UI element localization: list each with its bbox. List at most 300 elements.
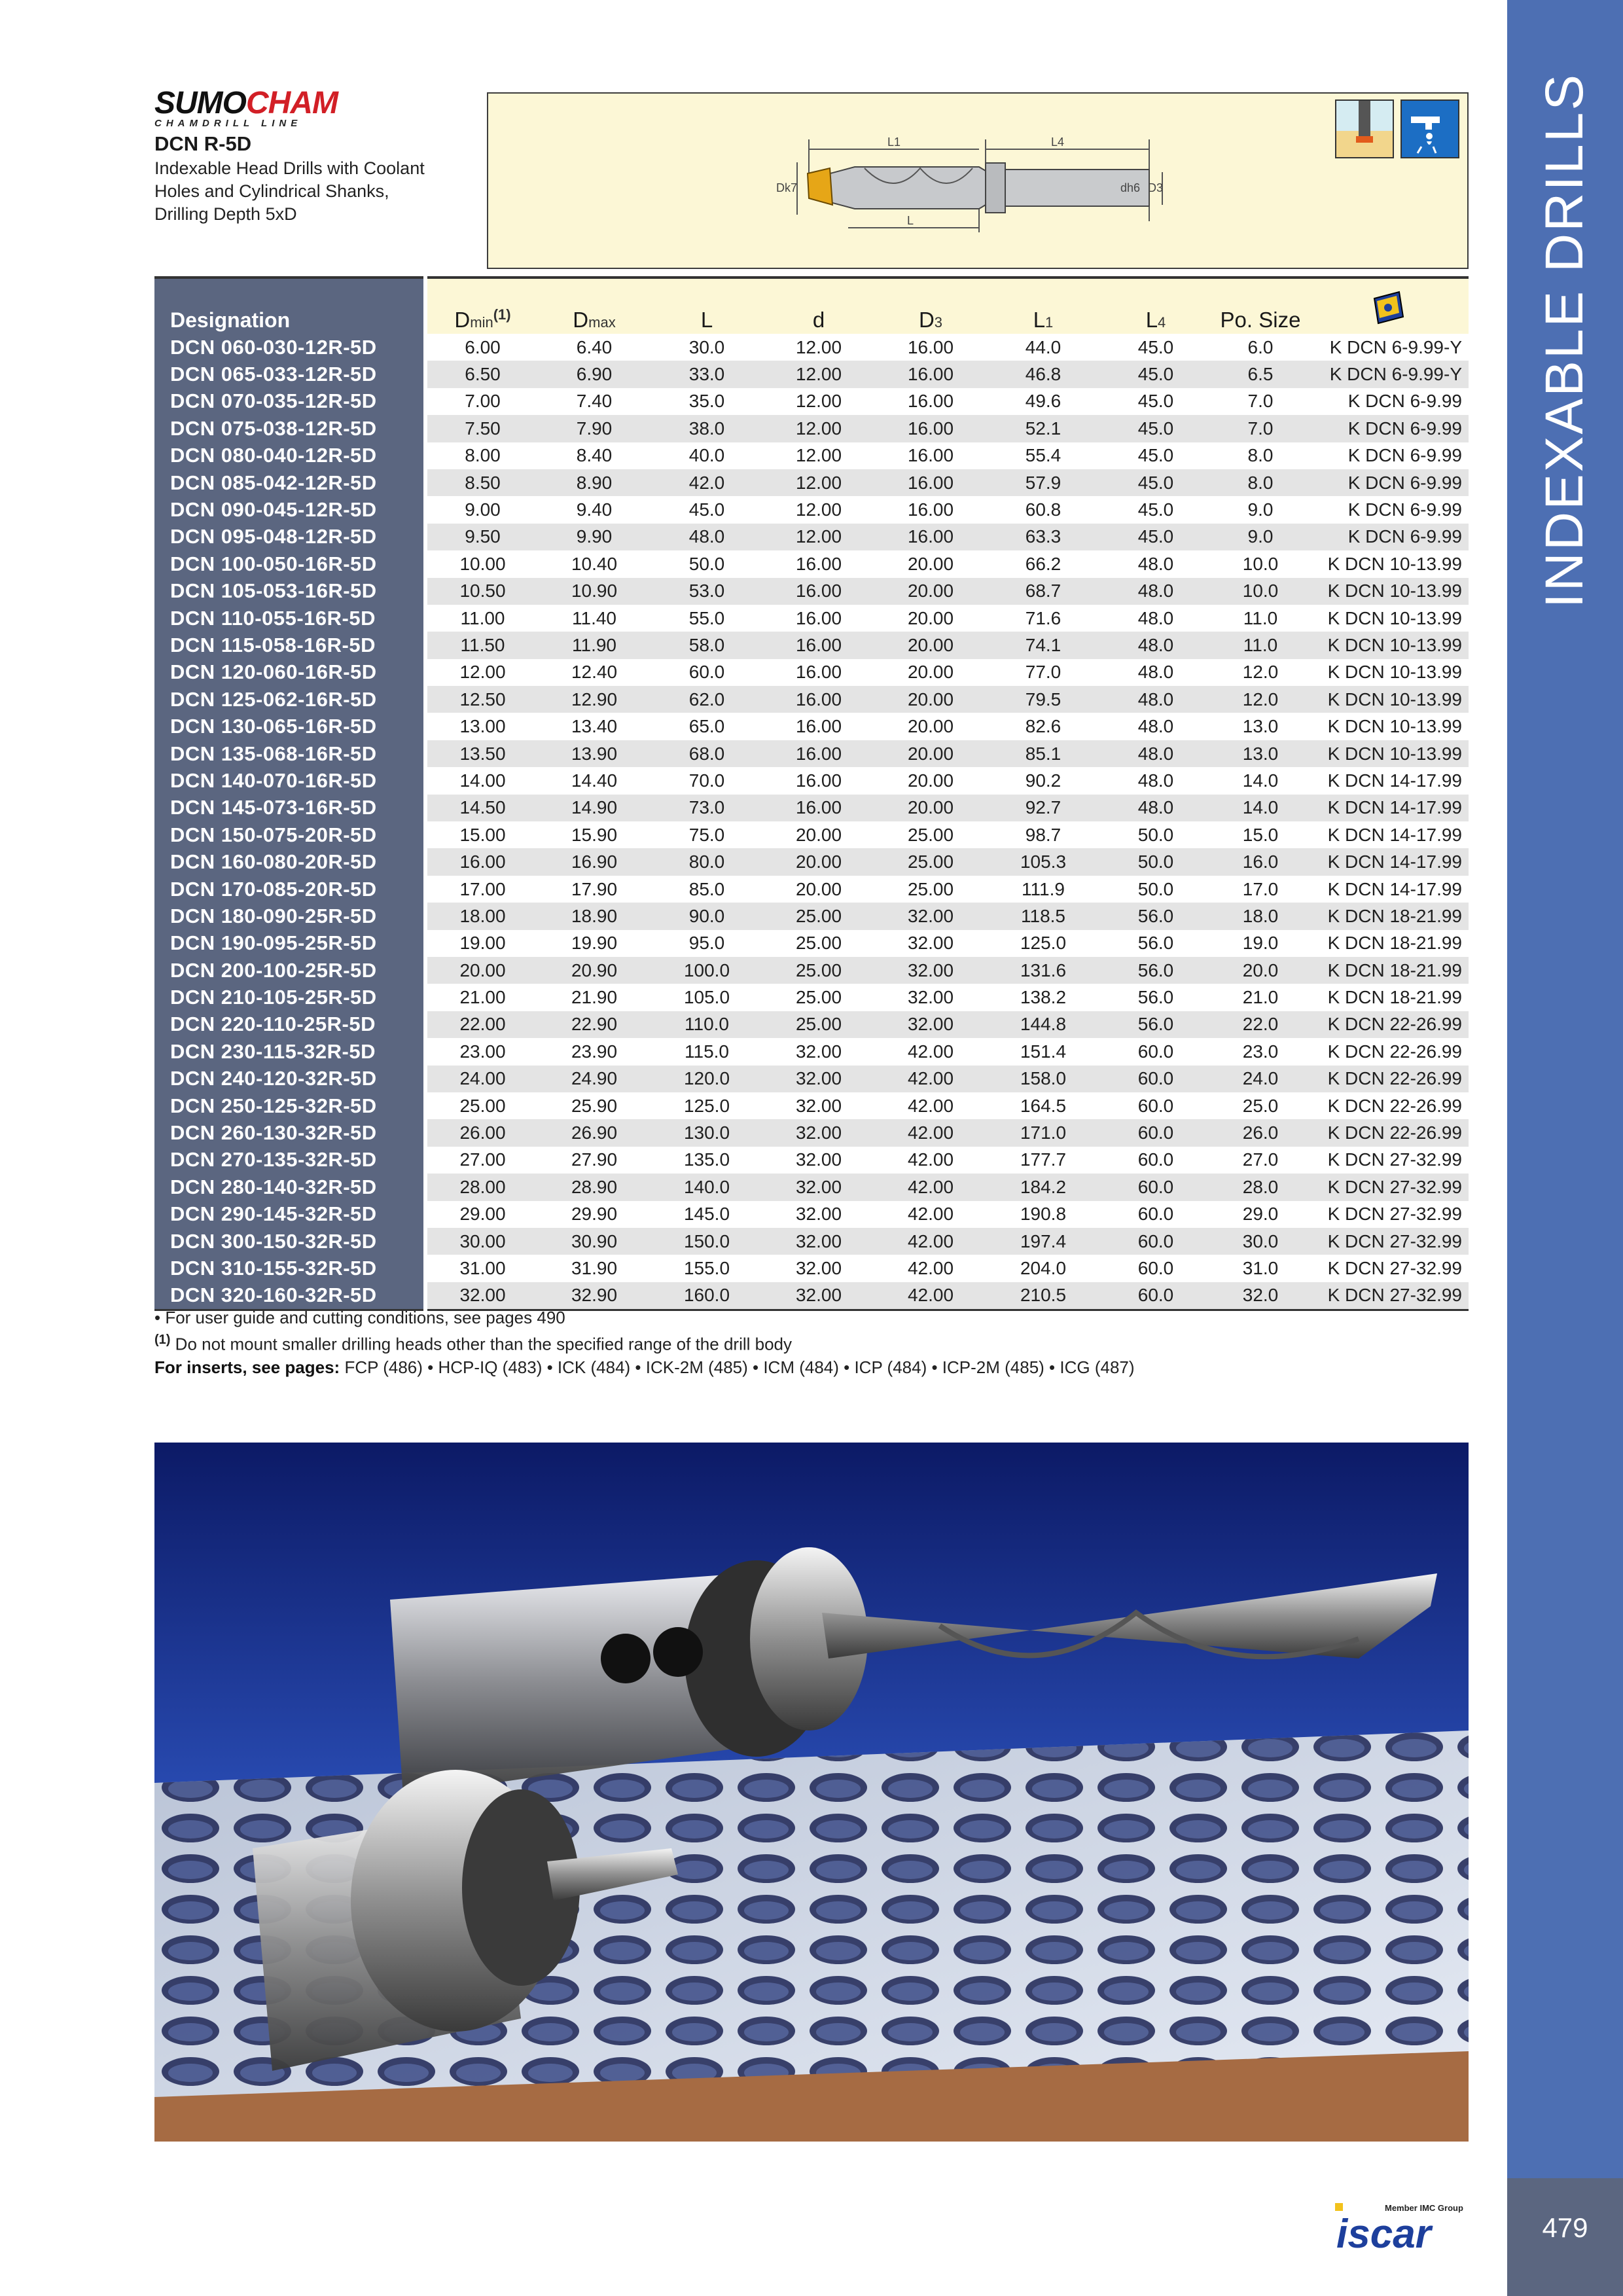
cell-designation: DCN 125-062-16R-5D	[154, 686, 425, 713]
cell-dmin: 26.00	[425, 1119, 538, 1146]
drill-drawing	[488, 94, 1467, 268]
col-designation: Designation	[154, 278, 425, 334]
cell-dmax: 11.40	[538, 605, 651, 632]
table-row	[154, 767, 1469, 794]
cell-po-size: 21.0	[1212, 984, 1309, 1011]
cell-l4: 60.0	[1099, 1228, 1212, 1255]
cell-po-size: 31.0	[1212, 1255, 1309, 1282]
cell-l: 120.0	[651, 1066, 763, 1092]
cell-l: 73.0	[651, 795, 763, 821]
cell-dmin: 15.00	[425, 821, 538, 848]
cell-d3: 16.00	[874, 469, 987, 496]
cell-dmin: 12.00	[425, 659, 538, 686]
cell-l1: 55.4	[987, 442, 1099, 469]
cell-dmax: 32.90	[538, 1282, 651, 1310]
cell-d3: 25.00	[874, 821, 987, 848]
cell-l1: 184.2	[987, 1174, 1099, 1200]
cell-dmin: 10.00	[425, 550, 538, 577]
cell-l1: 197.4	[987, 1228, 1099, 1255]
cell-d: 12.00	[763, 388, 874, 415]
table-row	[154, 957, 1469, 984]
cell-l: 95.0	[651, 930, 763, 957]
cell-po-size: 11.0	[1212, 605, 1309, 632]
table-row	[154, 1038, 1469, 1065]
cell-insert: K DCN 6-9.99	[1309, 388, 1469, 415]
table-row	[154, 930, 1469, 957]
cell-dmin: 9.50	[425, 524, 538, 550]
cell-d3: 20.00	[874, 550, 987, 577]
cell-po-size: 20.0	[1212, 957, 1309, 984]
cell-d3: 16.00	[874, 415, 987, 442]
cell-po-size: 8.0	[1212, 469, 1309, 496]
cell-l: 135.0	[651, 1147, 763, 1174]
cell-insert: K DCN 18-21.99	[1309, 957, 1469, 984]
cell-l4: 48.0	[1099, 686, 1212, 713]
cell-insert: K DCN 6-9.99	[1309, 469, 1469, 496]
table-row	[154, 524, 1469, 550]
cell-d3: 20.00	[874, 740, 987, 767]
cell-d: 32.00	[763, 1255, 874, 1282]
cell-po-size: 10.0	[1212, 550, 1309, 577]
cell-d3: 20.00	[874, 686, 987, 713]
table-row	[154, 550, 1469, 577]
cell-insert: K DCN 27-32.99	[1309, 1201, 1469, 1228]
cell-po-size: 9.0	[1212, 496, 1309, 523]
cell-insert: K DCN 10-13.99	[1309, 605, 1469, 632]
cell-l: 155.0	[651, 1255, 763, 1282]
cell-l: 110.0	[651, 1011, 763, 1038]
cell-l: 40.0	[651, 442, 763, 469]
cell-l: 48.0	[651, 524, 763, 550]
cell-l1: 98.7	[987, 821, 1099, 848]
cell-designation: DCN 090-045-12R-5D	[154, 496, 425, 523]
table-row	[154, 496, 1469, 523]
cell-l: 58.0	[651, 632, 763, 658]
cell-dmin: 31.00	[425, 1255, 538, 1282]
cell-po-size: 24.0	[1212, 1066, 1309, 1092]
cell-l1: 71.6	[987, 605, 1099, 632]
cell-l1: 90.2	[987, 767, 1099, 794]
cell-d3: 42.00	[874, 1038, 987, 1065]
cell-d: 12.00	[763, 334, 874, 361]
cell-dmax: 27.90	[538, 1147, 651, 1174]
cell-l1: 63.3	[987, 524, 1099, 550]
cell-l1: 131.6	[987, 957, 1099, 984]
cell-dmax: 6.40	[538, 334, 651, 361]
col-dmin: Dmin$^{(1)}$	[425, 278, 538, 334]
cell-designation: DCN 230-115-32R-5D	[154, 1038, 425, 1065]
cell-d: 12.00	[763, 496, 874, 523]
cell-po-size: 26.0	[1212, 1119, 1309, 1146]
cell-dmin: 6.00	[425, 334, 538, 361]
cell-insert: K DCN 14-17.99	[1309, 848, 1469, 875]
drill-photo-illustration	[154, 1443, 1469, 2142]
cell-d: 20.00	[763, 876, 874, 903]
cell-dmax: 6.90	[538, 361, 651, 387]
cell-insert: K DCN 18-21.99	[1309, 903, 1469, 929]
cell-po-size: 8.0	[1212, 442, 1309, 469]
specification-table	[154, 276, 1469, 1311]
cell-l4: 45.0	[1099, 415, 1212, 442]
cell-d: 16.00	[763, 659, 874, 686]
cell-dmax: 19.90	[538, 930, 651, 957]
table-row	[154, 632, 1469, 658]
cell-po-size: 12.0	[1212, 686, 1309, 713]
sidebar-title: INDEXABLE DRILLS	[1535, 72, 1594, 609]
table-row	[154, 334, 1469, 361]
table-row	[154, 1201, 1469, 1228]
cell-d3: 42.00	[874, 1092, 987, 1119]
cell-d: 25.00	[763, 903, 874, 929]
cell-d: 25.00	[763, 984, 874, 1011]
cell-l4: 50.0	[1099, 848, 1212, 875]
cell-designation: DCN 150-075-20R-5D	[154, 821, 425, 848]
col-l4: L4	[1099, 278, 1212, 334]
table-row	[154, 1174, 1469, 1200]
table-row	[154, 876, 1469, 903]
cell-insert: K DCN 22-26.99	[1309, 1011, 1469, 1038]
cell-l1: 111.9	[987, 876, 1099, 903]
cell-designation: DCN 250-125-32R-5D	[154, 1092, 425, 1119]
cell-l4: 60.0	[1099, 1201, 1212, 1228]
cell-l4: 60.0	[1099, 1038, 1212, 1065]
diagram-label-l1: L1	[887, 135, 901, 149]
cell-d: 12.00	[763, 361, 874, 387]
cell-dmax: 30.90	[538, 1228, 651, 1255]
cell-designation: DCN 105-053-16R-5D	[154, 578, 425, 605]
cell-insert: K DCN 10-13.99	[1309, 632, 1469, 658]
cell-designation: DCN 080-040-12R-5D	[154, 442, 425, 469]
cell-d3: 42.00	[874, 1255, 987, 1282]
cell-dmax: 13.90	[538, 740, 651, 767]
cell-dmin: 25.00	[425, 1092, 538, 1119]
cell-d: 32.00	[763, 1174, 874, 1200]
cell-designation: DCN 210-105-25R-5D	[154, 984, 425, 1011]
cell-d3: 16.00	[874, 524, 987, 550]
table-header-row	[154, 278, 1469, 334]
cell-dmax: 8.40	[538, 442, 651, 469]
cell-l4: 60.0	[1099, 1119, 1212, 1146]
cell-dmax: 22.90	[538, 1011, 651, 1038]
col-po-size: Po. Size	[1212, 278, 1309, 334]
cell-po-size: 29.0	[1212, 1201, 1309, 1228]
cell-designation: DCN 100-050-16R-5D	[154, 550, 425, 577]
table-row	[154, 740, 1469, 767]
cell-d3: 16.00	[874, 361, 987, 387]
cell-dmax: 14.90	[538, 795, 651, 821]
cell-insert: K DCN 18-21.99	[1309, 984, 1469, 1011]
cell-insert: K DCN 10-13.99	[1309, 740, 1469, 767]
cell-insert: K DCN 14-17.99	[1309, 876, 1469, 903]
cell-insert: K DCN 22-26.99	[1309, 1092, 1469, 1119]
cell-po-size: 12.0	[1212, 659, 1309, 686]
cell-d3: 16.00	[874, 496, 987, 523]
cell-l4: 48.0	[1099, 767, 1212, 794]
cell-l4: 56.0	[1099, 1011, 1212, 1038]
table-row	[154, 713, 1469, 740]
cell-l: 50.0	[651, 550, 763, 577]
diagram-label-dk7: Dk7	[776, 181, 798, 194]
cell-l: 53.0	[651, 578, 763, 605]
cell-insert: K DCN 27-32.99	[1309, 1282, 1469, 1310]
cell-po-size: 6.5	[1212, 361, 1309, 387]
sumocham-logo: SUMOCHAM CHAMDRILL LINE	[154, 86, 338, 129]
cell-designation: DCN 320-160-32R-5D	[154, 1282, 425, 1310]
cell-insert: K DCN 27-32.99	[1309, 1147, 1469, 1174]
cell-d3: 20.00	[874, 795, 987, 821]
cell-dmin: 8.00	[425, 442, 538, 469]
table-row	[154, 415, 1469, 442]
iscar-logo	[1335, 2200, 1470, 2253]
cell-l4: 60.0	[1099, 1255, 1212, 1282]
cell-insert: K DCN 6-9.99-Y	[1309, 334, 1469, 361]
cell-insert: K DCN 14-17.99	[1309, 767, 1469, 794]
cell-po-size: 7.0	[1212, 415, 1309, 442]
table-row	[154, 1282, 1469, 1310]
cell-l4: 45.0	[1099, 496, 1212, 523]
cell-dmax: 14.40	[538, 767, 651, 794]
cell-dmin: 21.00	[425, 984, 538, 1011]
table-row	[154, 795, 1469, 821]
cell-l1: 52.1	[987, 415, 1099, 442]
cell-d3: 32.00	[874, 1011, 987, 1038]
cell-dmin: 11.50	[425, 632, 538, 658]
cell-l: 160.0	[651, 1282, 763, 1310]
cell-insert: K DCN 6-9.99	[1309, 442, 1469, 469]
cell-insert: K DCN 14-17.99	[1309, 821, 1469, 848]
cell-insert: K DCN 10-13.99	[1309, 686, 1469, 713]
cell-d3: 32.00	[874, 930, 987, 957]
cell-d3: 20.00	[874, 632, 987, 658]
cell-insert: K DCN 22-26.99	[1309, 1119, 1469, 1146]
product-code: DCN R-5D	[154, 132, 252, 155]
col-l: L	[651, 278, 763, 334]
cell-designation: DCN 140-070-16R-5D	[154, 767, 425, 794]
cell-l4: 60.0	[1099, 1147, 1212, 1174]
cell-l1: 125.0	[987, 930, 1099, 957]
cell-d3: 42.00	[874, 1066, 987, 1092]
cell-dmin: 24.00	[425, 1066, 538, 1092]
table-row	[154, 821, 1469, 848]
cell-po-size: 19.0	[1212, 930, 1309, 957]
cell-po-size: 13.0	[1212, 740, 1309, 767]
cell-d: 32.00	[763, 1066, 874, 1092]
cell-l4: 45.0	[1099, 469, 1212, 496]
cell-d3: 25.00	[874, 848, 987, 875]
table-row	[154, 848, 1469, 875]
cell-d: 16.00	[763, 578, 874, 605]
cell-l1: 79.5	[987, 686, 1099, 713]
product-description: Indexable Head Drills with Coolant Holes and Cylindrical Shanks, Drilling Depth 5xD	[154, 158, 425, 224]
cell-l1: 144.8	[987, 1011, 1099, 1038]
imc-member-text: Member IMC Group	[1385, 2203, 1463, 2213]
cell-l1: 92.7	[987, 795, 1099, 821]
cell-dmax: 7.90	[538, 415, 651, 442]
cell-l4: 48.0	[1099, 713, 1212, 740]
cell-dmax: 10.90	[538, 578, 651, 605]
table-row	[154, 1119, 1469, 1146]
cell-dmin: 16.00	[425, 848, 538, 875]
cell-d: 25.00	[763, 930, 874, 957]
cell-l4: 56.0	[1099, 930, 1212, 957]
cell-d: 16.00	[763, 605, 874, 632]
cell-po-size: 25.0	[1212, 1092, 1309, 1119]
diagram-label-l: L	[907, 214, 914, 227]
cell-d3: 42.00	[874, 1174, 987, 1200]
col-d: d	[763, 278, 874, 334]
cell-dmax: 25.90	[538, 1092, 651, 1119]
col-dmax: Dmax	[538, 278, 651, 334]
cell-l4: 50.0	[1099, 876, 1212, 903]
cell-l: 105.0	[651, 984, 763, 1011]
cell-d3: 16.00	[874, 388, 987, 415]
cell-d3: 20.00	[874, 767, 987, 794]
cell-dmax: 28.90	[538, 1174, 651, 1200]
cell-dmin: 30.00	[425, 1228, 538, 1255]
cell-dmax: 10.40	[538, 550, 651, 577]
table-row	[154, 442, 1469, 469]
cell-insert: K DCN 22-26.99	[1309, 1066, 1469, 1092]
cell-d: 25.00	[763, 957, 874, 984]
cell-dmax: 29.90	[538, 1201, 651, 1228]
cell-l1: 190.8	[987, 1201, 1099, 1228]
coolant-icon	[1400, 99, 1459, 158]
cell-po-size: 6.0	[1212, 334, 1309, 361]
cell-d: 16.00	[763, 686, 874, 713]
table-row	[154, 659, 1469, 686]
cell-dmin: 9.00	[425, 496, 538, 523]
cell-dmax: 24.90	[538, 1066, 651, 1092]
cell-dmax: 12.40	[538, 659, 651, 686]
cell-l: 65.0	[651, 713, 763, 740]
cell-d: 16.00	[763, 713, 874, 740]
table-row	[154, 1011, 1469, 1038]
cell-designation: DCN 260-130-32R-5D	[154, 1119, 425, 1146]
cell-insert: K DCN 10-13.99	[1309, 713, 1469, 740]
table-row	[154, 1255, 1469, 1282]
cell-dmin: 14.00	[425, 767, 538, 794]
cell-dmax: 12.90	[538, 686, 651, 713]
cell-designation: DCN 070-035-12R-5D	[154, 388, 425, 415]
cell-l4: 56.0	[1099, 984, 1212, 1011]
cell-dmin: 23.00	[425, 1038, 538, 1065]
cell-insert: K DCN 27-32.99	[1309, 1228, 1469, 1255]
cell-d: 12.00	[763, 442, 874, 469]
cell-dmax: 20.90	[538, 957, 651, 984]
cell-l4: 48.0	[1099, 578, 1212, 605]
cell-d3: 16.00	[874, 442, 987, 469]
cell-l4: 60.0	[1099, 1282, 1212, 1310]
table-row	[154, 903, 1469, 929]
cell-insert: K DCN 10-13.99	[1309, 659, 1469, 686]
cell-dmin: 27.00	[425, 1147, 538, 1174]
cell-l: 60.0	[651, 659, 763, 686]
cell-insert: K DCN 6-9.99	[1309, 524, 1469, 550]
cell-po-size: 13.0	[1212, 713, 1309, 740]
cell-l4: 60.0	[1099, 1174, 1212, 1200]
cell-l1: 60.8	[987, 496, 1099, 523]
cell-dmax: 7.40	[538, 388, 651, 415]
cell-l4: 45.0	[1099, 524, 1212, 550]
cell-l1: 177.7	[987, 1147, 1099, 1174]
cell-po-size: 18.0	[1212, 903, 1309, 929]
page-number: 479	[1542, 2212, 1588, 2243]
cell-insert: K DCN 6-9.99-Y	[1309, 361, 1469, 387]
drill-application-icon	[1335, 99, 1394, 158]
cell-dmax: 18.90	[538, 903, 651, 929]
cell-dmin: 13.50	[425, 740, 538, 767]
cell-designation: DCN 095-048-12R-5D	[154, 524, 425, 550]
cell-d3: 32.00	[874, 957, 987, 984]
cell-l: 115.0	[651, 1038, 763, 1065]
cell-l1: 151.4	[987, 1038, 1099, 1065]
cell-l4: 60.0	[1099, 1092, 1212, 1119]
footnote-mounting: $^{(1)}$ Do not mount smaller drilling heads other than the specified range of the drill body	[154, 1333, 792, 1354]
cell-dmin: 11.00	[425, 605, 538, 632]
cell-d3: 42.00	[874, 1147, 987, 1174]
cell-po-size: 27.0	[1212, 1147, 1309, 1174]
cell-insert: K DCN 22-26.99	[1309, 1038, 1469, 1065]
cell-designation: DCN 060-030-12R-5D	[154, 334, 425, 361]
cell-dmin: 29.00	[425, 1201, 538, 1228]
cell-l: 30.0	[651, 334, 763, 361]
col-insert	[1309, 278, 1469, 334]
cell-d: 32.00	[763, 1282, 874, 1310]
cell-po-size: 16.0	[1212, 848, 1309, 875]
cell-d3: 20.00	[874, 578, 987, 605]
diagram-label-dh6: dh6	[1120, 181, 1141, 194]
cell-designation: DCN 170-085-20R-5D	[154, 876, 425, 903]
cell-designation: DCN 190-095-25R-5D	[154, 930, 425, 957]
cell-po-size: 7.0	[1212, 388, 1309, 415]
cell-insert: K DCN 6-9.99	[1309, 496, 1469, 523]
cell-l4: 45.0	[1099, 388, 1212, 415]
cell-l4: 56.0	[1099, 903, 1212, 929]
footnote-inserts: For inserts, see pages: FCP (486) • HCP-IQ (483) • ICK (484) • ICK-2M (485) • ICM (484) • ICP (484) • ICP-2M (485) • ICG (487)	[154, 1357, 1135, 1377]
cell-designation: DCN 300-150-32R-5D	[154, 1228, 425, 1255]
cell-designation: DCN 135-068-16R-5D	[154, 740, 425, 767]
cell-d: 32.00	[763, 1092, 874, 1119]
cell-designation: DCN 160-080-20R-5D	[154, 848, 425, 875]
table-row	[154, 578, 1469, 605]
cell-l: 140.0	[651, 1174, 763, 1200]
cell-d3: 42.00	[874, 1119, 987, 1146]
cell-d3: 20.00	[874, 605, 987, 632]
cell-l4: 45.0	[1099, 442, 1212, 469]
cell-l: 55.0	[651, 605, 763, 632]
cell-designation: DCN 270-135-32R-5D	[154, 1147, 425, 1174]
cell-dmin: 6.50	[425, 361, 538, 387]
cell-d3: 16.00	[874, 334, 987, 361]
cell-l: 33.0	[651, 361, 763, 387]
cell-dmin: 17.00	[425, 876, 538, 903]
cell-l4: 56.0	[1099, 957, 1212, 984]
cell-dmin: 32.00	[425, 1282, 538, 1310]
cell-designation: DCN 085-042-12R-5D	[154, 469, 425, 496]
cell-l1: 85.1	[987, 740, 1099, 767]
cell-po-size: 22.0	[1212, 1011, 1309, 1038]
cell-l4: 60.0	[1099, 1066, 1212, 1092]
cell-designation: DCN 200-100-25R-5D	[154, 957, 425, 984]
cell-dmin: 28.00	[425, 1174, 538, 1200]
cell-d3: 32.00	[874, 984, 987, 1011]
cell-insert: K DCN 10-13.99	[1309, 550, 1469, 577]
cell-d: 32.00	[763, 1228, 874, 1255]
cell-d3: 42.00	[874, 1282, 987, 1310]
cell-d: 20.00	[763, 821, 874, 848]
cell-l1: 74.1	[987, 632, 1099, 658]
cell-insert: K DCN 27-32.99	[1309, 1174, 1469, 1200]
